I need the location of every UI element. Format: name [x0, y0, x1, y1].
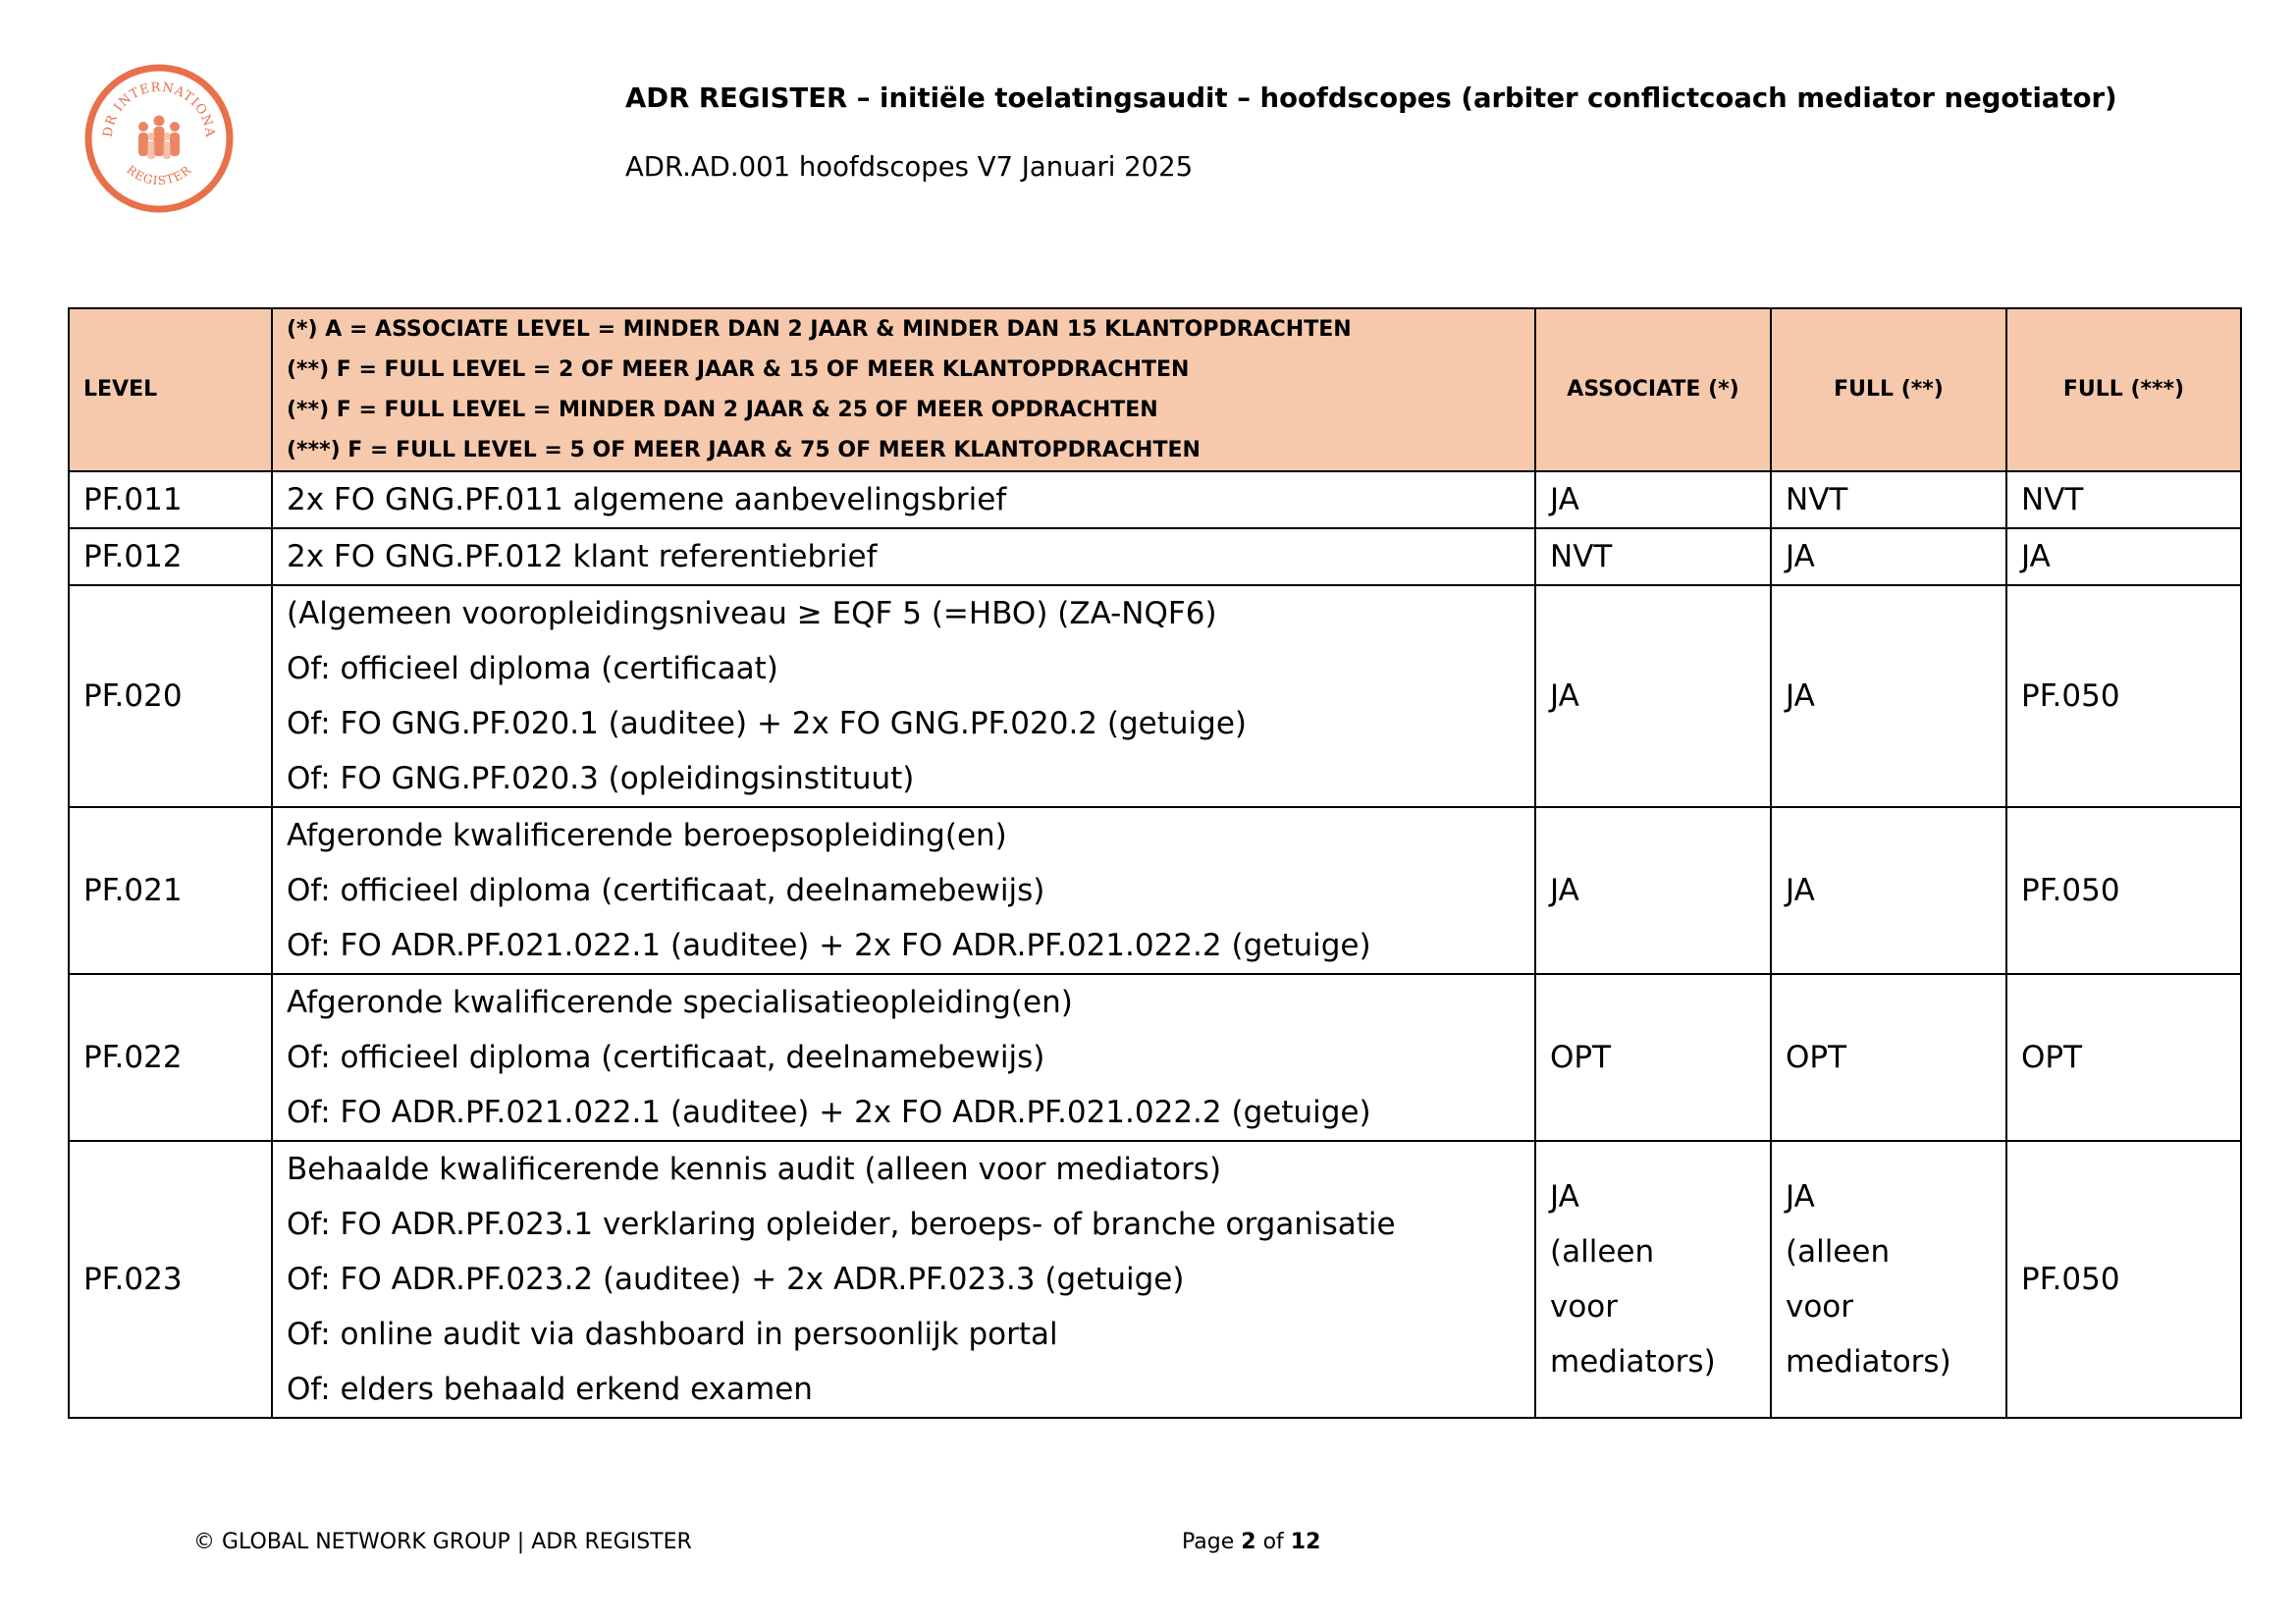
full3-cell [2006, 585, 2241, 807]
table-row [69, 528, 2241, 585]
full2-cell [1771, 1141, 2006, 1418]
scope-value: (alleen [1786, 1234, 1891, 1270]
level-cell: PF.011 [69, 471, 272, 528]
document-title: ADR REGISTER – initiële toelatingsaudit – hoofdscopes (arbiter conflictcoach mediator negotiator) [625, 82, 2117, 114]
scope-value: JA [1786, 539, 1815, 574]
requirement-line: Of: elders behaald erkend examen [287, 1372, 813, 1407]
full3-cell [2006, 1141, 2241, 1418]
full3-cell [2006, 471, 2241, 528]
header-legend [272, 308, 1535, 471]
requirement-line: Of: FO GNG.PF.020.3 (opleidingsinstituut) [287, 761, 915, 796]
table-row [69, 1141, 2241, 1418]
header-full-3: FULL (***) [2006, 308, 2241, 471]
scope-value: PF.050 [2021, 1262, 2120, 1297]
requirement-line: 2x FO GNG.PF.011 algemene aanbevelingsbrief [287, 482, 1007, 517]
footer-copyright: © GLOBAL NETWORK GROUP | ADR REGISTER [193, 1530, 692, 1554]
scope-requirements-table [68, 307, 2242, 1419]
requirements-cell [272, 1141, 1535, 1418]
full3-cell [2006, 974, 2241, 1141]
requirement-line: Of: online audit via dashboard in persoonlijk portal [287, 1317, 1058, 1352]
associate-cell [1535, 471, 1771, 528]
requirement-line: Afgeronde kwalificerende beroepsopleiding(en) [287, 818, 1007, 853]
legend-line: (*) A = ASSOCIATE LEVEL = MINDER DAN 2 JAAR & MINDER DAN 15 KLANTOPDRACHTEN [287, 317, 1352, 342]
scope-value: JA [1786, 873, 1815, 908]
scope-value: JA [1550, 873, 1579, 908]
scope-value: mediators) [1550, 1344, 1716, 1380]
scope-value: OPT [1550, 1040, 1612, 1075]
footer-page-number [1182, 1530, 1320, 1554]
legend-line: (***) F = FULL LEVEL = 5 OF MEER JAAR & 75 OF MEER KLANTOPDRACHTEN [287, 438, 1201, 462]
requirement-line: Of: FO ADR.PF.023.2 (auditee) + 2x ADR.PF.023.3 (getuige) [287, 1262, 1185, 1297]
requirement-line: Of: FO ADR.PF.021.022.1 (auditee) + 2x FO ADR.PF.021.022.2 (getuige) [287, 1095, 1371, 1130]
scope-value: JA [1550, 678, 1579, 714]
full2-cell [1771, 585, 2006, 807]
associate-cell [1535, 1141, 1771, 1418]
page-of: of [1262, 1530, 1284, 1554]
document-code: ADR.AD.001 hoofdscopes V7 Januari 2025 [625, 151, 1194, 183]
scope-value: JA [1786, 1179, 1815, 1215]
requirement-line: Of: officieel diploma (certificaat) [287, 651, 778, 686]
table-row [69, 974, 2241, 1141]
level-cell: PF.020 [69, 585, 272, 807]
header-level: LEVEL [69, 308, 272, 471]
requirement-line: Of: FO GNG.PF.020.1 (auditee) + 2x FO GNG.PF.020.2 (getuige) [287, 706, 1247, 741]
requirements-cell [272, 974, 1535, 1141]
requirement-line: 2x FO GNG.PF.012 klant referentiebrief [287, 539, 878, 574]
requirement-line: Of: FO ADR.PF.021.022.1 (auditee) + 2x FO ADR.PF.021.022.2 (getuige) [287, 928, 1371, 963]
scope-value: JA [1550, 482, 1579, 517]
scope-value: JA [1786, 678, 1815, 714]
page-total: 12 [1290, 1530, 1321, 1554]
full3-cell [2006, 807, 2241, 974]
full2-cell [1771, 471, 2006, 528]
requirements-cell [272, 807, 1535, 974]
full2-cell [1771, 974, 2006, 1141]
requirements-cell [272, 471, 1535, 528]
table-row [69, 807, 2241, 974]
scope-value: JA [2021, 539, 2051, 574]
requirement-line: Of: officieel diploma (certificaat, deelnamebewijs) [287, 873, 1045, 908]
page-current: 2 [1241, 1530, 1256, 1554]
legend-line: (**) F = FULL LEVEL = MINDER DAN 2 JAAR & 25 OF MEER OPDRACHTEN [287, 398, 1158, 422]
scope-value: PF.050 [2021, 873, 2120, 908]
table-header-row [69, 308, 2241, 471]
requirements-cell [272, 528, 1535, 585]
logo-seal-icon [82, 62, 236, 215]
scope-value: voor [1550, 1289, 1619, 1325]
table-row [69, 585, 2241, 807]
full2-cell [1771, 807, 2006, 974]
scope-value: PF.050 [2021, 678, 2120, 714]
associate-cell [1535, 807, 1771, 974]
requirements-cell [272, 585, 1535, 807]
requirement-line: Of: officieel diploma (certificaat, deelnamebewijs) [287, 1040, 1045, 1075]
scope-value: (alleen [1550, 1234, 1655, 1270]
logo-text-bottom: REGISTER [124, 162, 194, 189]
associate-cell [1535, 528, 1771, 585]
requirement-line: Afgeronde kwalificerende specialisatieopleiding(en) [287, 985, 1073, 1020]
scope-value: NVT [1786, 482, 1848, 517]
scope-value: OPT [2021, 1040, 2083, 1075]
associate-cell [1535, 974, 1771, 1141]
level-cell: PF.022 [69, 974, 272, 1141]
full3-cell [2006, 528, 2241, 585]
scope-value: OPT [1786, 1040, 1847, 1075]
svg-text:REGISTER [124, 163, 193, 188]
header-full-2: FULL (**) [1771, 308, 2006, 471]
full2-cell [1771, 528, 2006, 585]
scope-value: NVT [1550, 539, 1613, 574]
page-prefix: Page [1182, 1530, 1235, 1554]
level-cell: PF.012 [69, 528, 272, 585]
requirement-line: (Algemeen vooropleidingsniveau ≥ EQF 5 (=HBO) (ZA-NQF6) [287, 596, 1217, 631]
scope-value: voor [1786, 1289, 1854, 1325]
requirement-line: Of: FO ADR.PF.023.1 verklaring opleider, beroeps- of branche organisatie [287, 1207, 1396, 1242]
logo-text-top: DR INTERNATIONA [100, 80, 218, 139]
scope-value: JA [1550, 1179, 1579, 1215]
level-cell: PF.021 [69, 807, 272, 974]
table-row [69, 471, 2241, 528]
scope-value: NVT [2021, 482, 2084, 517]
legend-line: (**) F = FULL LEVEL = 2 OF MEER JAAR & 15 OF MEER KLANTOPDRACHTEN [287, 357, 1190, 382]
scope-value: mediators) [1786, 1344, 1951, 1380]
level-cell: PF.023 [69, 1141, 272, 1418]
associate-cell [1535, 585, 1771, 807]
adr-international-logo [82, 62, 236, 215]
header-associate: ASSOCIATE (*) [1535, 308, 1771, 471]
requirement-line: Behaalde kwalificerende kennis audit (alleen voor mediators) [287, 1152, 1222, 1187]
